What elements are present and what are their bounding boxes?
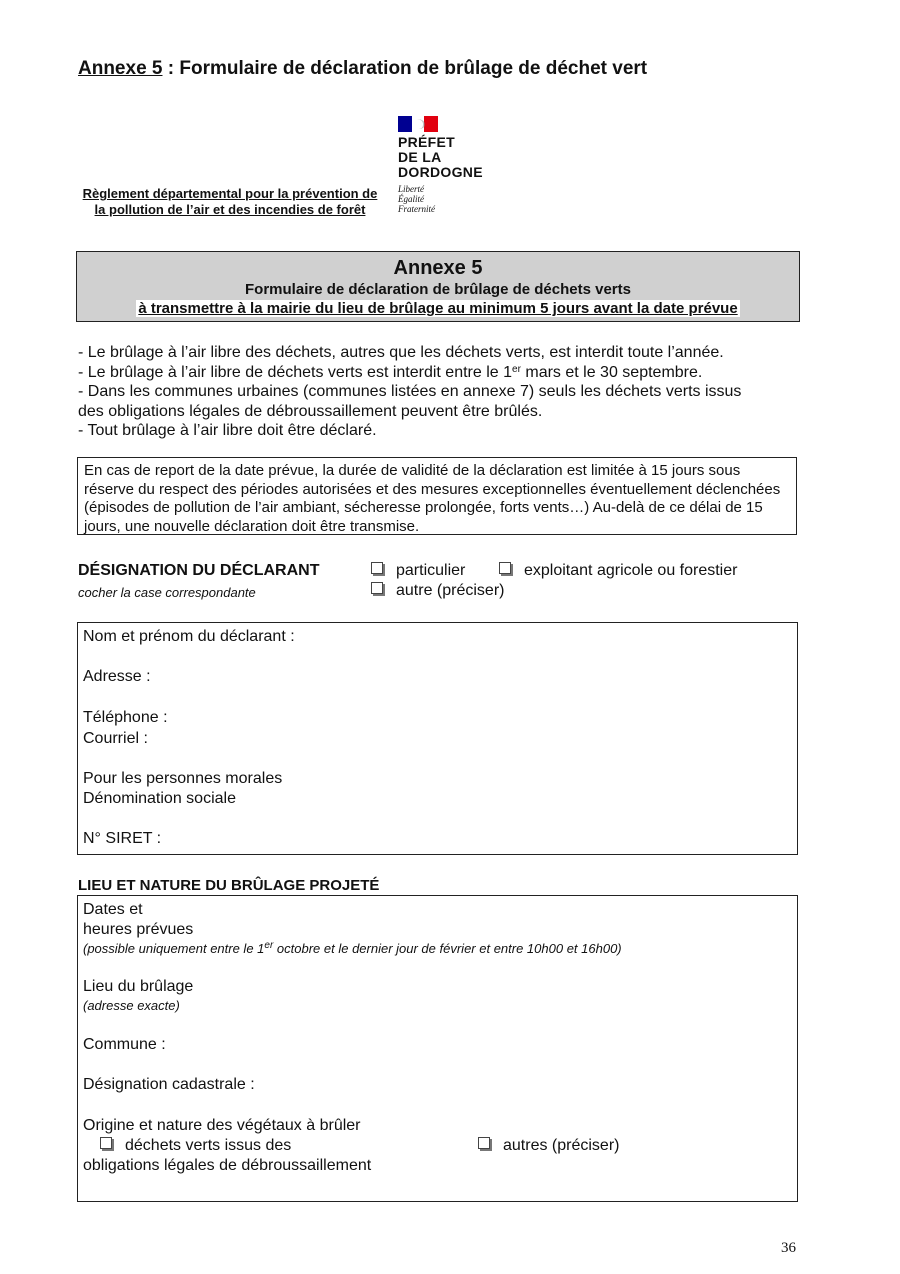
rule-item: - Le brûlage à l’air libre des déchets, autres que les déchets verts, est interdit toute l’année. — [78, 344, 724, 361]
field-denomination[interactable]: Dénomination sociale — [83, 790, 236, 807]
option-dechets-verts[interactable]: déchets verts issus des — [100, 1137, 291, 1155]
rule-item: des obligations légales de débroussaillement peuvent être brûlés. — [78, 402, 543, 420]
annexe-header-box — [76, 251, 800, 322]
option-dechets-verts-cont: obligations légales de débroussaillement — [83, 1157, 372, 1174]
annexe-subtitle: Formulaire de déclaration de brûlage de déchets verts — [245, 281, 631, 298]
logo-text: PRÉFET DE LA DORDOGNE — [398, 134, 483, 180]
rule-item: - Tout brûlage à l’air libre doit être déclaré. — [78, 422, 377, 439]
checkbox-icon[interactable] — [371, 582, 383, 594]
dates-note: (possible uniquement entre le 1er octobre et le dernier jour de février et entre 10h00 et 16h00) — [83, 940, 622, 956]
checkbox-icon[interactable] — [499, 562, 511, 574]
annexe-title: Annexe 5 — [393, 257, 483, 279]
rule-item: - Dans les communes urbaines (communes listées en annexe 7) seuls les déchets verts issus — [78, 383, 742, 400]
lieu-note: (adresse exacte) — [83, 998, 180, 1013]
checkbox-icon[interactable] — [100, 1137, 112, 1149]
page-number: 36 — [781, 1240, 796, 1256]
report-notice-box: En cas de report de la date prévue, la durée de validité de la déclaration est limitée à 15 jours sous réserve du respect des périodes autorisées et des mesures exceptionnelles éventuellement déclenchées (épisodes de pollution de l’air ambiant, sécheresse prolongée, forts vents…) Au-delà de ce délai de 15 jours, une nouvelle déclaration doit être transmise. — [77, 457, 797, 535]
field-commune[interactable]: Commune : — [83, 1036, 166, 1053]
field-heures[interactable]: heures prévues — [83, 921, 194, 938]
field-cadastrale[interactable]: Désignation cadastrale : — [83, 1076, 255, 1093]
field-lieu[interactable]: Lieu du brûlage — [83, 978, 194, 995]
logo-motto: Liberté Égalité Fraternité — [398, 184, 435, 214]
field-siret[interactable]: N° SIRET : — [83, 830, 162, 847]
label-personnes-morales: Pour les personnes morales — [83, 770, 283, 787]
declarant-form-box — [77, 622, 798, 855]
annexe-instruction: à transmettre à la mairie du lieu de brûlage au minimum 5 jours avant la date prévue — [138, 300, 738, 317]
label-origine: Origine et nature des végétaux à brûler — [83, 1117, 361, 1134]
option-exploitant[interactable]: exploitant agricole ou forestier — [499, 562, 737, 580]
option-autre[interactable]: autre (préciser) — [371, 582, 504, 600]
prefecture-logo — [398, 116, 508, 214]
rules-list — [78, 343, 800, 441]
title-prefix: Annexe 5 — [78, 58, 163, 79]
lieu-form-box — [77, 895, 798, 1202]
option-particulier[interactable]: particulier — [371, 562, 465, 580]
checkbox-icon[interactable] — [478, 1137, 490, 1149]
marianne-flag-icon — [398, 116, 438, 132]
rule-item: - Le brûlage à l’air libre de déchets verts est interdit entre le 1er mars et le 30 septembre. — [78, 363, 703, 381]
field-telephone[interactable]: Téléphone : — [83, 709, 168, 726]
field-adresse[interactable]: Adresse : — [83, 668, 151, 685]
field-nom[interactable]: Nom et prénom du déclarant : — [83, 628, 295, 645]
declarant-heading: DÉSIGNATION DU DÉCLARANT — [78, 562, 320, 579]
reglement-heading: Règlement départemental pour la prévention de la pollution de l’air et des incendies de forêt — [82, 186, 378, 217]
lieu-heading: LIEU ET NATURE DU BRÛLAGE PROJETÉ — [78, 877, 380, 894]
title-rest: : Formulaire de déclaration de brûlage de déchet vert — [162, 58, 648, 79]
field-dates[interactable]: Dates et — [83, 901, 143, 918]
option-autres[interactable]: autres (préciser) — [478, 1137, 619, 1155]
declarant-hint: cocher la case correspondante — [78, 585, 256, 600]
checkbox-icon[interactable] — [371, 562, 383, 574]
document-title — [78, 58, 647, 80]
field-courriel[interactable]: Courriel : — [83, 730, 148, 747]
